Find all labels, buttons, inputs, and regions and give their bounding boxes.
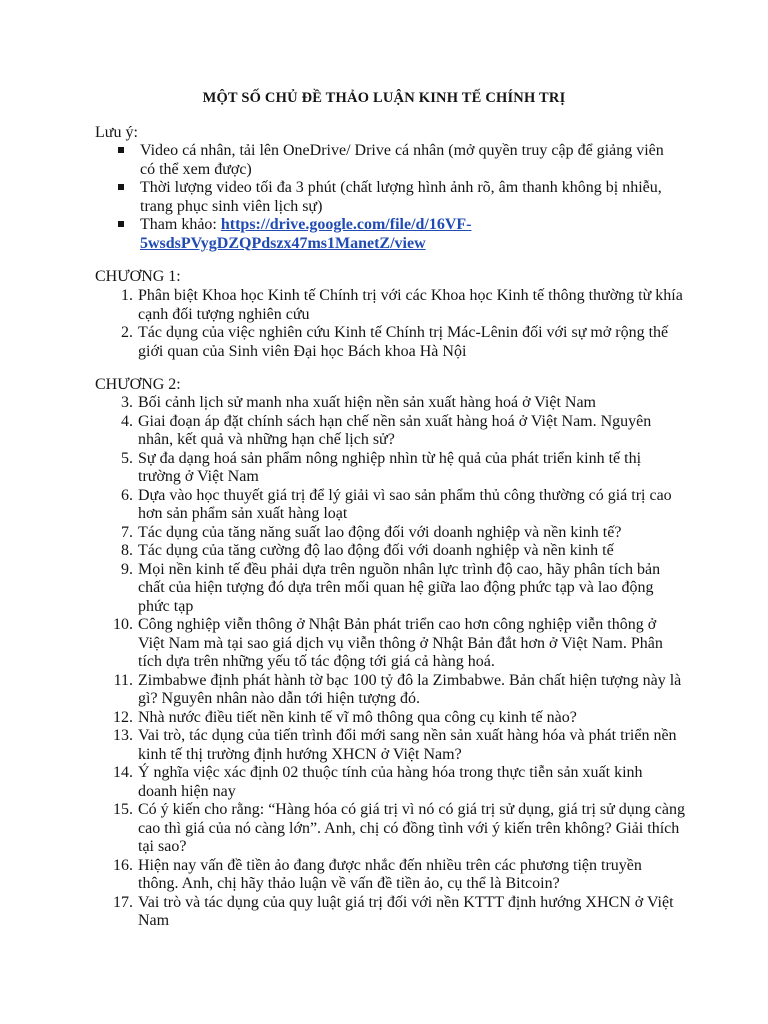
list-item [95,450,685,487]
list-item [95,709,685,728]
square-bullet-icon [118,221,124,227]
item-text: Ý nghĩa việc xác định 02 thuộc tính của hàng hóa trong thực tiễn sản xuất kinh doanh hiện nay [138,764,643,800]
note-bullet-list [118,142,678,253]
item-number: 3. [121,394,133,411]
item-number: 9. [121,560,133,578]
list-item [95,487,685,524]
item-text: Công nghiệp viễn thông ở Nhật Bản phát triển cao hơn công nghiệp viễn thông ở Việt Nam mà tại sao giá dịch vụ viễn thông ở Nhật Bản đắt hơn ở Việt Nam. Phân tích dựa trên những yếu tố tác động tới giá cả hàng hoá. [138,616,663,670]
list-item [95,857,685,894]
reference-prefix: Tham khảo: [140,216,221,233]
item-number: 8. [121,542,133,559]
list-item [95,764,685,801]
item-number: 11. [113,671,133,689]
chapter-2-list [95,394,685,931]
item-number: 10. [113,616,133,633]
item-number: 5. [121,449,133,467]
item-text: Dựa vào học thuyết giá trị để lý giải vì sao sản phẩm thủ công thường có giá trị cao hơn sản phẩm sản xuất hàng loạt [138,486,672,522]
item-text: Hiện nay vấn đề tiền ảo đang được nhắc đến nhiều trên các phương tiện truyền thông. Anh, chị hãy thảo luận về vấn đề tiền ảo, cụ thể là Bitcoin? [138,856,642,892]
list-item [95,616,685,672]
note-label: Lưu ý: [95,124,138,141]
list-item [95,324,685,361]
page-title: MỘT SỐ CHỦ ĐỀ THẢO LUẬN KINH TẾ CHÍNH TRỊ [202,90,566,106]
item-text: Vai trò, tác dụng của tiến trình đổi mới sang nền sản xuất hàng hóa và phát triển nền kinh tế thị trường định hướng XHCN ở Việt Nam? [138,727,677,763]
item-number: 2. [121,324,133,341]
item-text: Nhà nước điều tiết nền kinh tế vĩ mô thông qua công cụ kinh tế nào? [138,708,577,726]
item-text: Tác dụng của tăng năng suất lao động đối với doanh nghiệp và nền kinh tế? [138,523,622,541]
item-text: Giai đoạn áp đặt chính sách hạn chế nền sản xuất hàng hoá ở Việt Nam. Nguyên nhân, kết quả và những hạn chế lịch sử? [138,412,652,448]
item-text: Vai trò và tác dụng của quy luật giá trị đối với nền KTTT định hướng XHCN ở Việt Nam [138,893,674,929]
note-bullet-item [118,216,678,253]
item-text: Tác dụng của việc nghiên cứu Kinh tế Chính trị Mác-Lênin đối với sự mở rộng thế giới quan của Sinh viên Đại học Bách khoa Hà Nội [138,324,669,360]
note-bullet-item [118,179,678,216]
list-item [95,727,685,764]
chapter-1-list [95,287,685,361]
list-item [95,542,685,561]
item-text: Sự đa dạng hoá sản phẩm nông nghiệp nhìn từ hệ quả của phát triển kinh tế thị trường ở Việt Nam [138,449,642,485]
item-number: 7. [121,523,133,541]
item-number: 16. [113,856,133,874]
square-bullet-icon [118,184,124,190]
item-text: Zimbabwe định phát hành tờ bạc 100 tỷ đô la Zimbabwe. Bản chất hiện tượng này là gì? Nguyên nhân nào dẫn tới hiện tượng đó. [138,671,682,707]
list-item [95,287,685,324]
list-item [95,672,685,709]
note-bullet-text: Thời lượng video tối đa 3 phút (chất lượng hình ảnh rõ, âm thanh không bị nhiễu, trang phục sinh viên lịch sự) [140,179,662,215]
list-item [95,394,685,413]
item-number: 4. [121,412,133,430]
item-text: Có ý kiến cho rằng: “Hàng hóa có giá trị vì nó có giá trị sử dụng, giá trị sử dụng càng cao thì giá của nó càng lớn”. Anh, chị có đồng tình với ý kiến trên không? Giải thích tại sao? [138,801,685,855]
item-number: 14. [113,764,133,781]
item-text: Tác dụng của tăng cường độ lao động đối với doanh nghiệp và nền kinh tế [138,542,614,559]
item-number: 15. [113,801,133,818]
item-number: 6. [121,486,133,504]
list-item [95,894,685,931]
chapter-1-heading: CHƯƠNG 1: [95,268,181,285]
square-bullet-icon [118,147,124,153]
item-text: Phân biệt Khoa học Kinh tế Chính trị với các Khoa học Kinh tế thông thường từ khía cạnh đối tượng nghiên cứu [138,287,683,323]
list-item [95,524,685,543]
note-bullet-text: Video cá nhân, tải lên OneDrive/ Drive cá nhân (mở quyền truy cập để giảng viên có thể xem được) [140,142,664,178]
note-bullet-item [118,142,678,179]
item-number: 12. [113,708,133,726]
item-number: 13. [113,727,133,744]
item-number: 17. [113,893,133,911]
list-item [95,801,685,857]
reference-link[interactable]: https://drive.google.com/file/d/16VF-5wsdsPVygDZQPdszx47ms1ManetZ/view [140,216,472,252]
chapter-2-heading: CHƯƠNG 2: [95,376,181,393]
list-item [95,413,685,450]
item-text: Bối cảnh lịch sử manh nha xuất hiện nền sản xuất hàng hoá ở Việt Nam [138,394,596,411]
list-item [95,561,685,617]
item-number: 1. [121,287,133,304]
item-text: Mọi nền kinh tế đều phải dựa trên nguồn nhân lực trình độ cao, hãy phân tích bản chất của hiện tượng đó dựa trên mối quan hệ giữa lao động phức tạp và lao động phức tạp [138,560,661,615]
